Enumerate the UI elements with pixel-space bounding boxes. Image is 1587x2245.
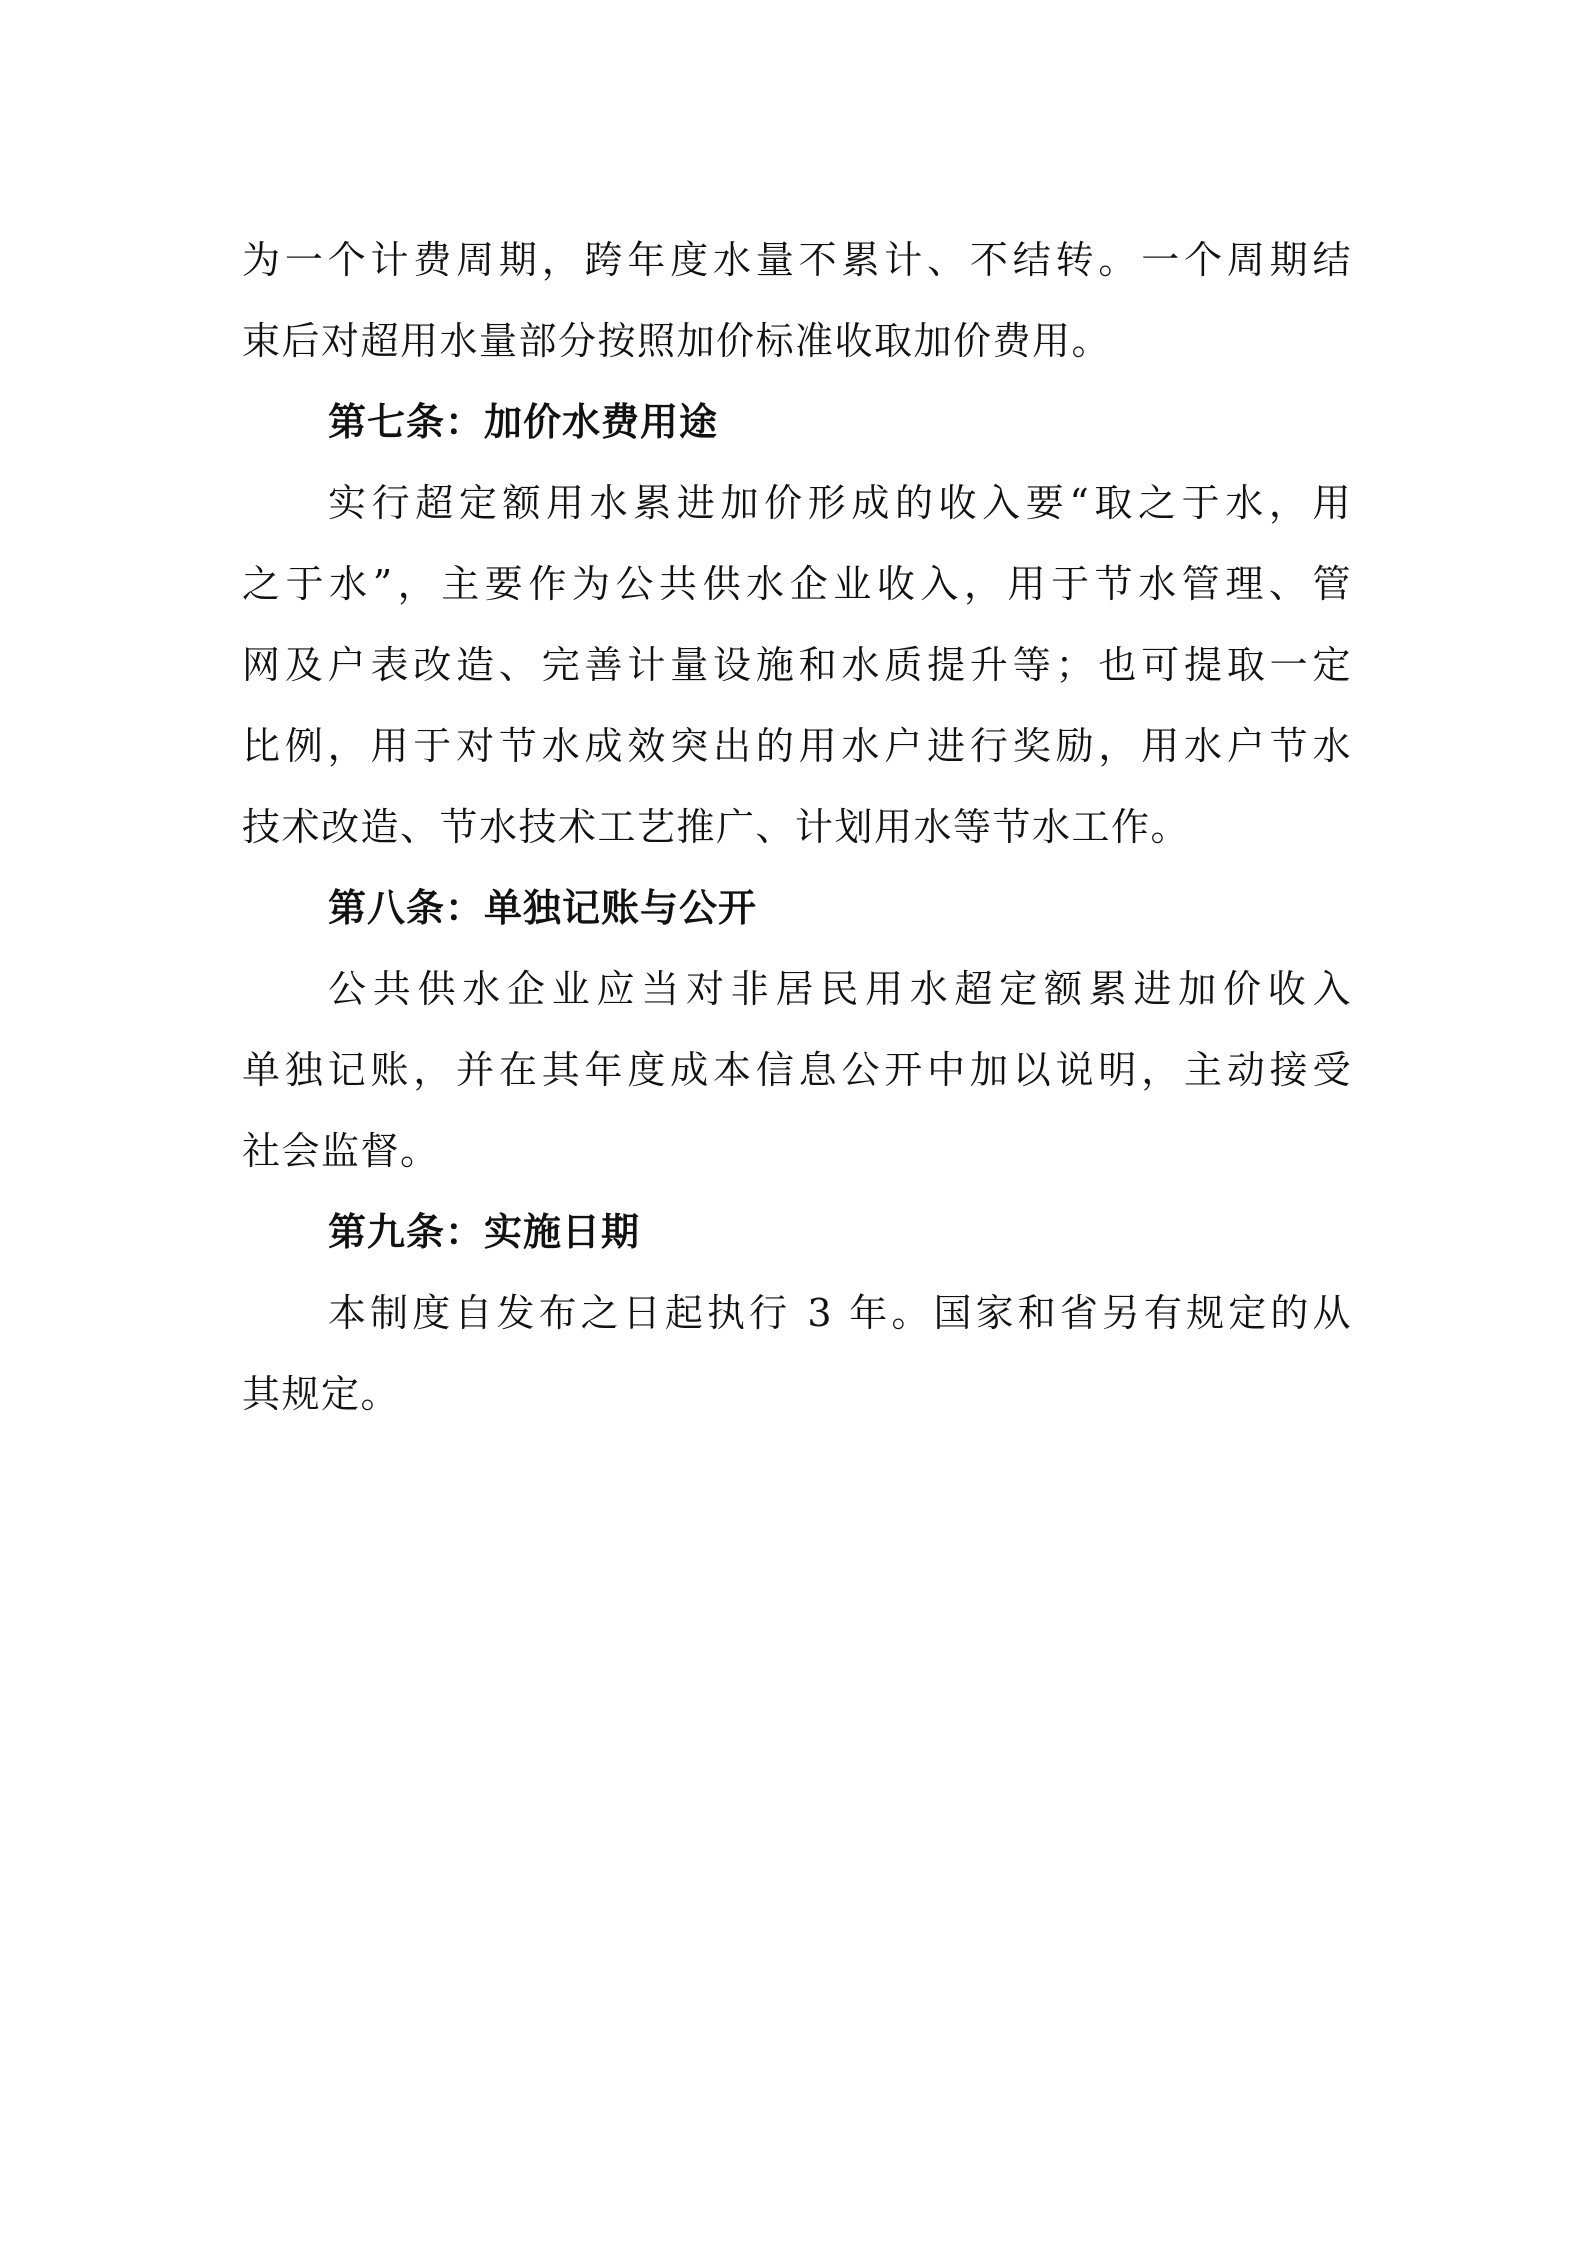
paragraph-line: 技术改造、节水技术工艺推广、计划用水等节水工作。 bbox=[242, 805, 1191, 849]
paragraph-line: 之于水”，主要作为公共供水企业收入，用于节水管理、管 bbox=[242, 562, 1352, 606]
section-heading: 第七条：加价水费用途 bbox=[328, 400, 719, 444]
paragraph-line: 本制度自发布之日起执行 3 年。国家和省另有规定的从 bbox=[328, 1291, 1352, 1335]
paragraph-line: 束后对超用水量部分按照加价标准收取加价费用。 bbox=[242, 319, 1112, 363]
paragraph-line: 网及户表改造、完善计量设施和水质提升等；也可提取一定 bbox=[242, 643, 1352, 687]
paragraph-line: 实行超定额用水累进加价形成的收入要“取之于水，用 bbox=[328, 481, 1352, 525]
paragraph-line: 公共供水企业应当对非居民用水超定额累进加价收入 bbox=[328, 967, 1352, 1011]
paragraph-line: 其规定。 bbox=[242, 1372, 401, 1416]
paragraph-line: 社会监督。 bbox=[242, 1129, 440, 1173]
section-heading: 第八条：单独记账与公开 bbox=[328, 886, 758, 930]
section-heading: 第九条：实施日期 bbox=[328, 1210, 641, 1254]
paragraph-line: 单独记账，并在其年度成本信息公开中加以说明，主动接受 bbox=[242, 1048, 1352, 1092]
paragraph-line: 为一个计费周期，跨年度水量不累计、不结转。一个周期结 bbox=[242, 238, 1352, 282]
paragraph-line: 比例，用于对节水成效突出的用水户进行奖励，用水户节水 bbox=[242, 724, 1352, 768]
document-body bbox=[242, 220, 1352, 1435]
